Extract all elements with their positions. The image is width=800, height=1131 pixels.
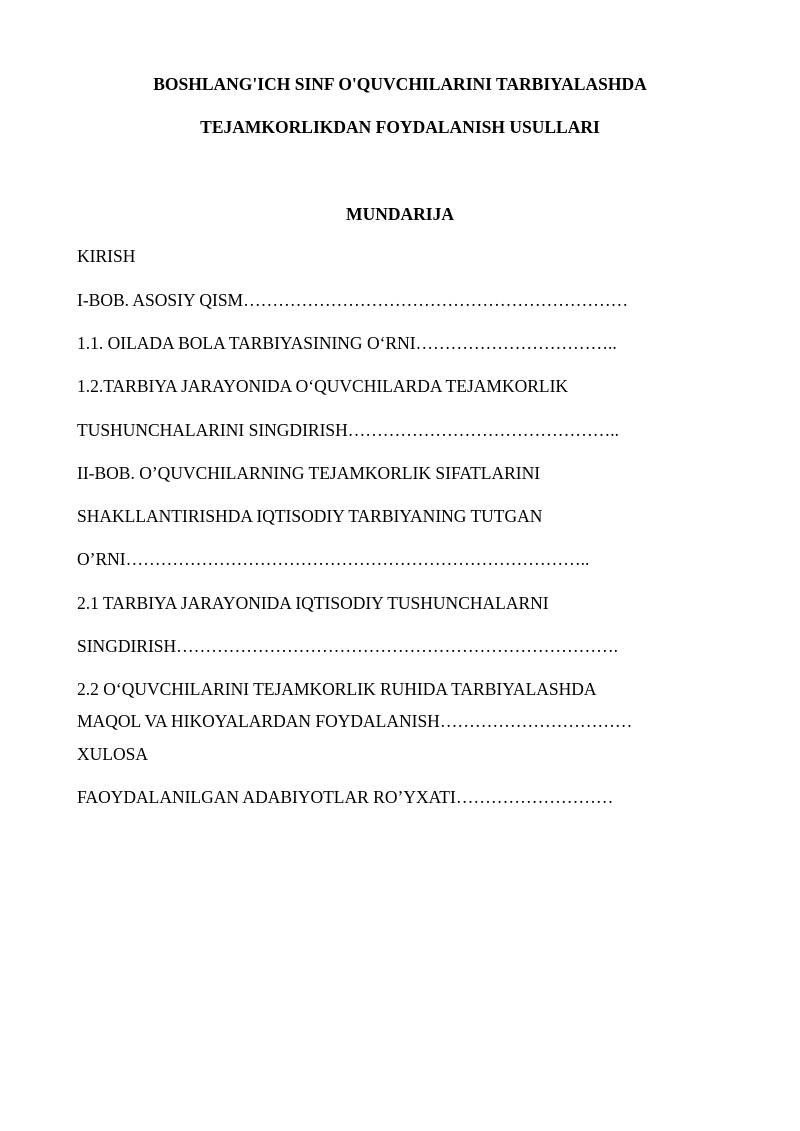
toc-entry-chapter-2-line-3: O’RNI…………………………………………………………………….. [77, 549, 590, 569]
toc-entry-chapter-1: I-BOB. ASOSIY QISM………………………………………………………… [77, 290, 629, 310]
toc-entry-chapter-2-line-2: SHAKLLANTIRISHDA IQTISODIY TARBIYANING TUTGAN [77, 506, 543, 526]
document-title-line-1: BOSHLANG'ICH SINF O'QUVCHILARINI TARBIYALASHDA [153, 74, 647, 94]
toc-entry-chapter-2-line-1: II-BOB. O’QUVCHILARNING TEJAMKORLIK SIFATLARINI [77, 463, 541, 483]
toc-entry-1-2-line-2: TUSHUNCHALARINI SINGDIRISH……………………………………….. [77, 420, 620, 440]
contents-heading: MUNDARIJA [346, 204, 454, 224]
toc-entry-2-2-line-1: 2.2 O‘QUVCHILARINI TEJAMKORLIK RUHIDA TARBIYALASHDA [77, 679, 597, 699]
toc-entry-conclusion: XULOSA [77, 744, 148, 764]
document-title-line-2: TEJAMKORLIKDAN FOYDALANISH USULLARI [200, 117, 600, 137]
toc-entry-intro: KIRISH [77, 246, 136, 266]
toc-entry-1-1: 1.1. OILADA BOLA TARBIYASINING O‘RNI…………………………….. [77, 333, 617, 353]
toc-entry-1-2-line-1: 1.2.TARBIYA JARAYONIDA O‘QUVCHILARDA TEJAMKORLIK [77, 376, 569, 396]
toc-entry-references: FAOYDALANILGAN ADABIYOTLAR RO’YXATI……………………… [77, 787, 614, 807]
toc-entry-2-2-line-2: MAQOL VA HIKOYALARDAN FOYDALANISH…………………………… [77, 711, 633, 731]
toc-entry-2-1-line-1: 2.1 TARBIYA JARAYONIDA IQTISODIY TUSHUNCHALARNI [77, 593, 549, 613]
toc-entry-2-1-line-2: SINGDIRISH…………………………………………………………………. [77, 636, 619, 656]
